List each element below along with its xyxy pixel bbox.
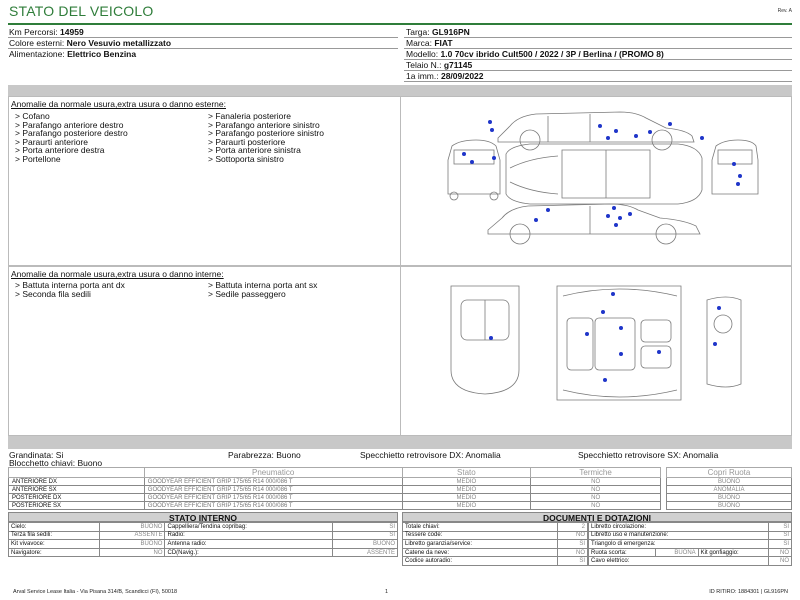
key-cell: Codice autoradio: [403, 557, 558, 566]
key-cell: Tessere code: [403, 531, 558, 540]
internal-list-right [208, 281, 317, 298]
value-cell: SI [557, 540, 587, 549]
list-item: > Parafango anteriore sinistro [208, 119, 320, 130]
km-value: 14959 [60, 27, 84, 37]
footer-id: ID RITIRO: 1884301 | GL916PN [709, 589, 788, 595]
list-item: > Portellone [15, 153, 61, 164]
value-cell: SI [332, 523, 397, 532]
table-row [403, 548, 588, 557]
imm-label: 1a imm.: [406, 71, 439, 81]
list-item: > Paraurti posteriore [208, 136, 286, 147]
divider [404, 81, 792, 82]
list-item: > Porta anteriore sinistra [208, 145, 301, 156]
external-list-right [208, 112, 324, 164]
telaio-label: Telaio N.: [406, 60, 442, 70]
documenti-title: DOCUMENTI E DOTAZIONI [402, 512, 792, 522]
tyre-pos: ANTERIORE SX [9, 486, 145, 494]
alim-value: Elettrico Benzina [67, 49, 137, 59]
targa-value: GL916PN [432, 27, 470, 37]
targa-row [406, 27, 470, 37]
key-cell: Kit vivavoce: [9, 540, 100, 549]
value-cell: SI [769, 523, 792, 532]
value-cell: NO [769, 548, 792, 557]
list-item: > Porta anteriore destra [15, 145, 105, 156]
list-item: > Fanaleria posteriore [208, 111, 291, 121]
footer-company: Arval Service Lease Italia - Via Pisana 314/B, Scandicci (FI), 50018 [13, 589, 178, 595]
key-cell: Cielo: [9, 523, 100, 532]
value-cell: ASSENTE [332, 548, 397, 557]
key-cell: Terza fila sedili: [9, 531, 100, 540]
table-header-cell: Termiche [531, 468, 661, 478]
stato-interno-table [8, 522, 398, 557]
key-cell: Triangolo di emergenza: [589, 540, 769, 549]
list-item: > Parafango anteriore destro [15, 119, 124, 130]
car-side-view-bottom [488, 204, 700, 244]
value-cell: NO [100, 548, 165, 557]
key-cell: Cavo elettrico: [589, 557, 769, 566]
tyre-termiche: NO [531, 486, 661, 494]
value-cell: SI [769, 540, 792, 549]
colore-row [9, 38, 171, 48]
tyre-termiche: NO [531, 494, 661, 502]
tyre-stato: MEDIO [402, 494, 531, 502]
cabin-top-view [557, 286, 681, 400]
value-cell: SI [332, 531, 397, 540]
table-header-row [9, 468, 661, 478]
table-row [403, 523, 588, 532]
key-cell: Libretto circolazione: [589, 523, 769, 532]
copri-ruota-table [666, 467, 792, 510]
footer-page-number: 1 [385, 589, 389, 595]
telaio-value: g71145 [443, 60, 473, 70]
table-row [667, 494, 792, 502]
divider [400, 267, 401, 435]
table-header-cell [9, 468, 145, 478]
car-rear-view [712, 140, 758, 194]
tyre-model: GOODYEAR EFFICIENT GRIP 175/65 R14 000/086 T [144, 486, 402, 494]
list-item: > Parafango posteriore sinistro [208, 128, 324, 139]
table-row [9, 478, 661, 486]
tyre-pos: POSTERIORE SX [9, 502, 145, 510]
table-row [589, 548, 792, 557]
key-cell: Navigatore: [9, 548, 100, 557]
tyre-stato: MEDIO [402, 478, 531, 486]
documenti-left-table [402, 522, 588, 566]
exterior-damage-markers [462, 120, 742, 227]
tyres-table [8, 467, 661, 510]
alim-label: Alimentazione: [9, 49, 65, 59]
modello-label: Modello: [406, 49, 439, 59]
value-cell: SI [769, 531, 792, 540]
list-item: > Battuta interna porta ant dx [15, 280, 125, 290]
marca-row [406, 38, 453, 48]
specchietto-dx-text: Specchietto retrovisore DX: Anomalia [360, 450, 501, 460]
value-cell: BUONO [100, 540, 165, 549]
key-cell: Libretto uso e manutenzione: [589, 531, 769, 540]
table-row [589, 540, 792, 549]
imm-value: 28/09/2022 [440, 71, 484, 81]
dashboard-view [707, 297, 741, 387]
table-row [589, 523, 792, 532]
list-item: > Sottoporta sinistro [208, 153, 284, 164]
divider [404, 37, 792, 38]
section-band [8, 85, 792, 96]
table-row [9, 531, 398, 540]
copri-value: BUONO [667, 478, 792, 486]
documenti-right-table [588, 522, 792, 566]
page-title: STATO DEL VEICOLO [9, 3, 154, 19]
grandinata-text: Grandinata: Si [9, 450, 64, 460]
table-row [403, 557, 588, 566]
table-row [9, 548, 398, 557]
key-cell: Radio: [165, 531, 332, 540]
trunk-view [451, 286, 519, 394]
table-header-cell: Copri Ruota [667, 468, 792, 478]
parabrezza-text: Parabrezza: Buono [228, 450, 301, 460]
copri-value: BUONO [667, 494, 792, 502]
tyre-pos: POSTERIORE DX [9, 494, 145, 502]
external-list-left [15, 112, 128, 164]
blocchetto-text: Blocchetto chiavi: Buono [9, 458, 103, 468]
specchietto-sx-text: Specchietto retrovisore SX: Anomalia [578, 450, 719, 460]
key-cell: Cappelliera/Tendina copribag: [165, 523, 332, 532]
table-row [9, 486, 661, 494]
value-cell: BUONA [655, 548, 698, 557]
telaio-row [406, 60, 472, 70]
divider [400, 97, 401, 265]
value-cell: NO [557, 548, 587, 557]
targa-label: Targa: [406, 27, 430, 37]
interior-damage-diagram [445, 280, 745, 406]
table-row [9, 540, 398, 549]
table-row [9, 523, 398, 532]
imm-row [406, 71, 484, 81]
car-top-view [506, 144, 702, 204]
list-item: > Parafango posteriore destro [15, 128, 128, 139]
revision-label: Rev. A [777, 8, 792, 14]
modello-value: 1.0 70cv ibrido Cult500 / 2022 / 3P / Berlina / (PROMO 8) [440, 49, 664, 59]
exterior-damage-diagram [440, 98, 760, 264]
title-rule [8, 23, 792, 25]
tyre-model: GOODYEAR EFFICIENT GRIP 175/65 R14 000/086 T [144, 478, 402, 486]
key-cell: Ruota scorta: [589, 548, 656, 557]
table-row [403, 540, 588, 549]
value-cell: 2 [557, 523, 587, 532]
table-header-cell: Pneumatico [144, 468, 402, 478]
list-item: > Paraurti anteriore [15, 136, 88, 147]
tyre-stato: MEDIO [402, 486, 531, 494]
interior-damage-markers [489, 292, 721, 382]
key-cell: Libretto garanzia/service: [403, 540, 558, 549]
key-cell: CD(Navig.): [165, 548, 332, 557]
copri-value: ANOMALIA [667, 486, 792, 494]
table-row [9, 494, 661, 502]
km-row [9, 27, 84, 37]
table-row [667, 478, 792, 486]
table-header-cell: Stato [402, 468, 531, 478]
table-row [403, 531, 588, 540]
marca-value: FIAT [434, 38, 453, 48]
tyre-model: GOODYEAR EFFICIENT GRIP 175/65 R14 000/086 T [144, 494, 402, 502]
key-cell: Catene da neve: [403, 548, 558, 557]
tyre-termiche: NO [531, 502, 661, 510]
value-cell: BUONO [100, 523, 165, 532]
tyre-pos: ANTERIORE DX [9, 478, 145, 486]
tyre-model: GOODYEAR EFFICIENT GRIP 175/65 R14 000/086 T [144, 502, 402, 510]
external-heading: Anomalie da normale usura,extra usura o danno esterne: [11, 99, 226, 109]
table-row [9, 502, 661, 510]
key-cell: Totale chiavi: [403, 523, 558, 532]
km-label: Km Percorsi: [9, 27, 58, 37]
value-cell: ASSENTE [100, 531, 165, 540]
table-header-row [667, 468, 792, 478]
list-item: > Sedile passeggero [208, 288, 286, 299]
table-row [667, 502, 792, 510]
colore-label: Colore esterni: [9, 38, 65, 48]
car-front-view [448, 140, 500, 200]
list-item: > Cofano [15, 111, 50, 121]
colore-value: Nero Vesuvio metallizzato [66, 38, 172, 48]
alim-row [9, 49, 136, 59]
key-cell: Antenna radio: [165, 540, 332, 549]
value-cell: BUONO [332, 540, 397, 549]
copri-value: BUONO [667, 502, 792, 510]
list-item: > Battuta interna porta ant sx [208, 280, 318, 290]
table-row [589, 557, 792, 566]
list-item: > Seconda fila sedili [15, 288, 91, 299]
table-row [667, 486, 792, 494]
marca-label: Marca: [406, 38, 432, 48]
section-band [8, 436, 792, 449]
key-cell: Kit gonfiaggio: [698, 548, 768, 557]
stato-interno-title: STATO INTERNO [8, 512, 398, 522]
tyre-stato: MEDIO [402, 502, 531, 510]
modello-row [406, 49, 664, 59]
value-cell: NO [769, 557, 792, 566]
table-row [589, 531, 792, 540]
internal-list-left [15, 281, 125, 298]
value-cell: SI [557, 557, 587, 566]
value-cell: NO [557, 531, 587, 540]
tyre-termiche: NO [531, 478, 661, 486]
internal-heading: Anomalie da normale usura,extra usura o danno interne: [11, 269, 224, 279]
